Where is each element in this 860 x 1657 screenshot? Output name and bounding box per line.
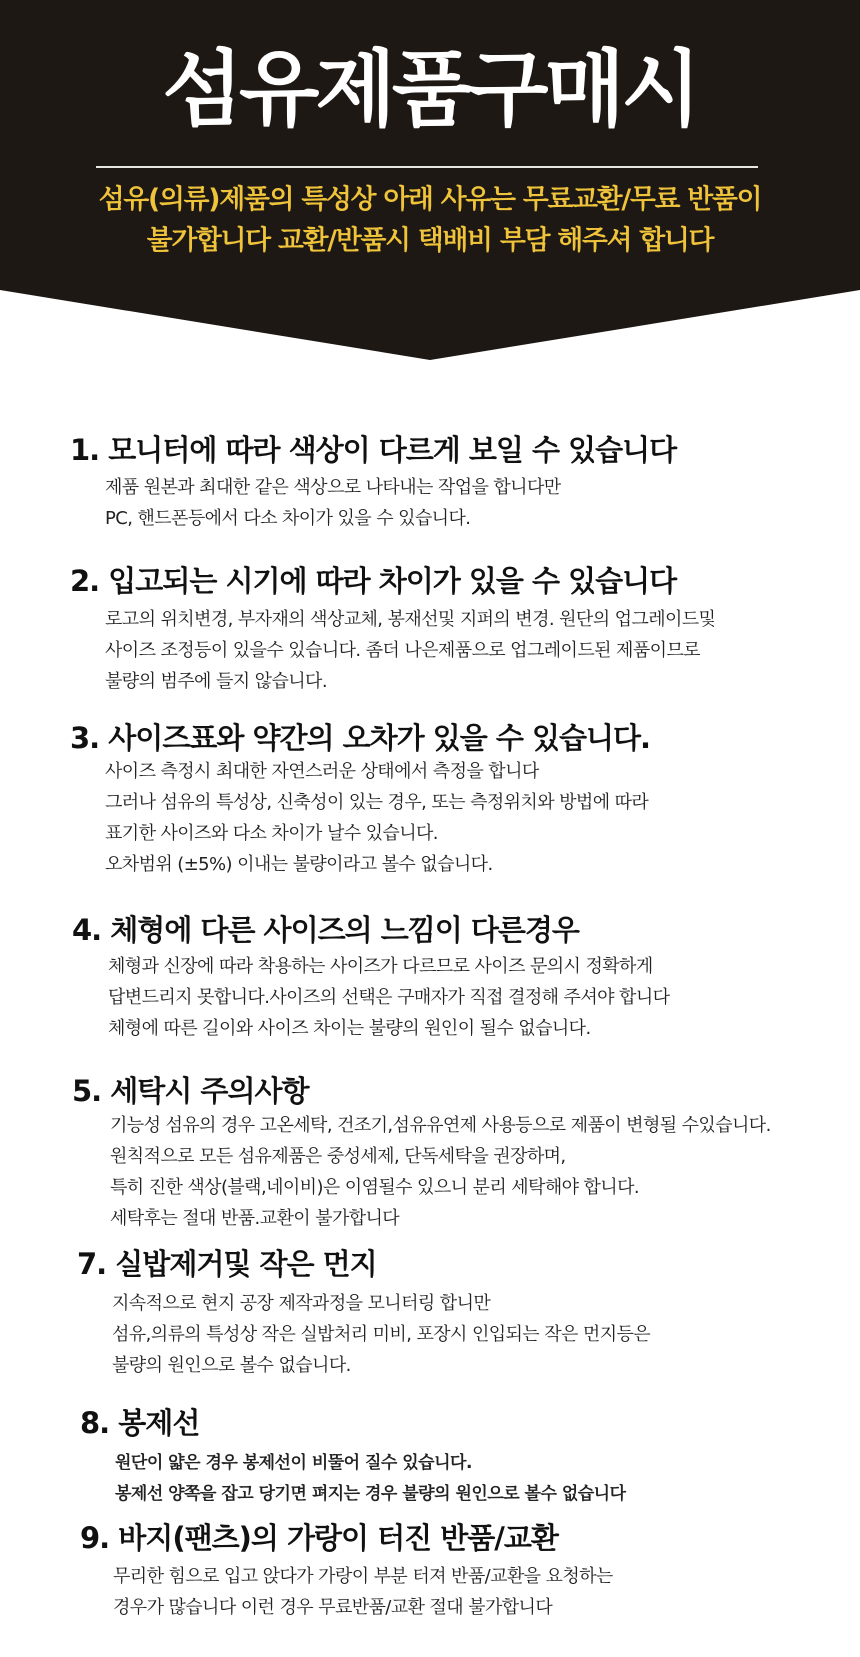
section-line: 불량의 원인으로 볼수 없습니다.	[112, 1355, 351, 1376]
section-line: 원칙적으로 모든 섬유제품은 중성세제, 단독세탁을 권장하며,	[110, 1146, 566, 1167]
section-line: PC, 핸드폰등에서 다소 차이가 있을 수 있습니다.	[105, 508, 471, 529]
section-line: 답변드리지 못합니다.사이즈의 선택은 구매자가 직접 결정해 주셔야 합니다	[108, 987, 670, 1008]
section-line: 사이즈 조정등이 있을수 있습니다. 좀더 나은제품으로 업그레이드된 제품이므로	[105, 640, 700, 661]
section-line: 표기한 사이즈와 다소 차이가 날수 있습니다.	[105, 823, 438, 844]
section-line: 원단이 얇은 경우 봉제선이 비뚤어 질수 있습니다.	[115, 1453, 472, 1473]
section-line: 지속적으로 현지 공장 제작과정을 모니터링 합니만	[112, 1293, 491, 1314]
section-heading: 3. 사이즈표와 약간의 오차가 있을 수 있습니다.	[70, 721, 651, 755]
section-line: 제품 원본과 최대한 같은 색상으로 나타내는 작업을 합니다만	[105, 477, 561, 498]
section-line: 로고의 위치변경, 부자재의 색상교체, 봉재선및 지퍼의 변경. 원단의 업그레이드및	[105, 609, 716, 630]
section-heading: 2. 입고되는 시기에 따라 차이가 있을 수 있습니다	[70, 564, 677, 598]
section-line: 체형과 신장에 따라 착용하는 사이즈가 다르므로 사이즈 문의시 정확하게	[108, 956, 653, 977]
section-line: 그러나 섬유의 특성상, 신축성이 있는 경우, 또는 측정위치와 방법에 따라	[105, 792, 649, 813]
section-heading: 7. 실밥제거및 작은 먼지	[77, 1247, 377, 1281]
section-line: 봉제선 양쪽을 잡고 당기면 펴지는 경우 불량의 원인으로 볼수 없습니다	[115, 1484, 626, 1504]
section-heading: 1. 모니터에 따라 색상이 다르게 보일 수 있습니다	[70, 433, 677, 467]
section-line: 체형에 따른 길이와 사이즈 차이는 불량의 원인이 될수 없습니다.	[108, 1018, 591, 1039]
section-line: 사이즈 측정시 최대한 자연스러운 상태에서 측정을 합니다	[105, 761, 539, 782]
title-divider	[96, 166, 758, 168]
page-title: 섬유제품구매시	[162, 41, 698, 138]
section-line: 섬유,의류의 특성상 작은 실밥처리 미비, 포장시 인입되는 작은 먼지등은	[112, 1324, 651, 1345]
section-heading: 5. 세탁시 주의사항	[72, 1074, 309, 1108]
subtitle-line-2: 불가합니다 교환/반품시 택배비 부담 해주셔 합니다	[146, 225, 714, 256]
subtitle-line-1: 섬유(의류)제품의 특성상 아래 사유는 무료교환/무료 반품이	[98, 184, 762, 215]
section-line: 특히 진한 색상(블랙,네이비)은 이염될수 있으니 분리 세탁해야 합니다.	[110, 1177, 640, 1198]
section-line: 불량의 범주에 들지 않습니다.	[105, 671, 327, 692]
section-line: 오차범위 (±5%) 이내는 불량이라고 볼수 없습니다.	[105, 854, 493, 875]
section-heading: 8. 봉제선	[80, 1406, 200, 1440]
section-heading: 9. 바지(팬츠)의 가랑이 터진 반품/교환	[80, 1521, 558, 1555]
section-line: 기능성 섬유의 경우 고온세탁, 건조기,섬유유연제 사용등으로 제품이 변형될 수있습니다.	[110, 1115, 771, 1136]
section-heading: 4. 체형에 다른 사이즈의 느낌이 다른경우	[72, 913, 579, 947]
section-line: 세탁후는 절대 반품.교환이 불가합니다	[110, 1208, 400, 1229]
section-line: 무리한 힘으로 입고 앉다가 가랑이 부분 터져 반품/교환을 요청하는	[113, 1566, 613, 1587]
section-line: 경우가 많습니다 이런 경우 무료반품/교환 절대 불가합니다	[113, 1597, 553, 1618]
